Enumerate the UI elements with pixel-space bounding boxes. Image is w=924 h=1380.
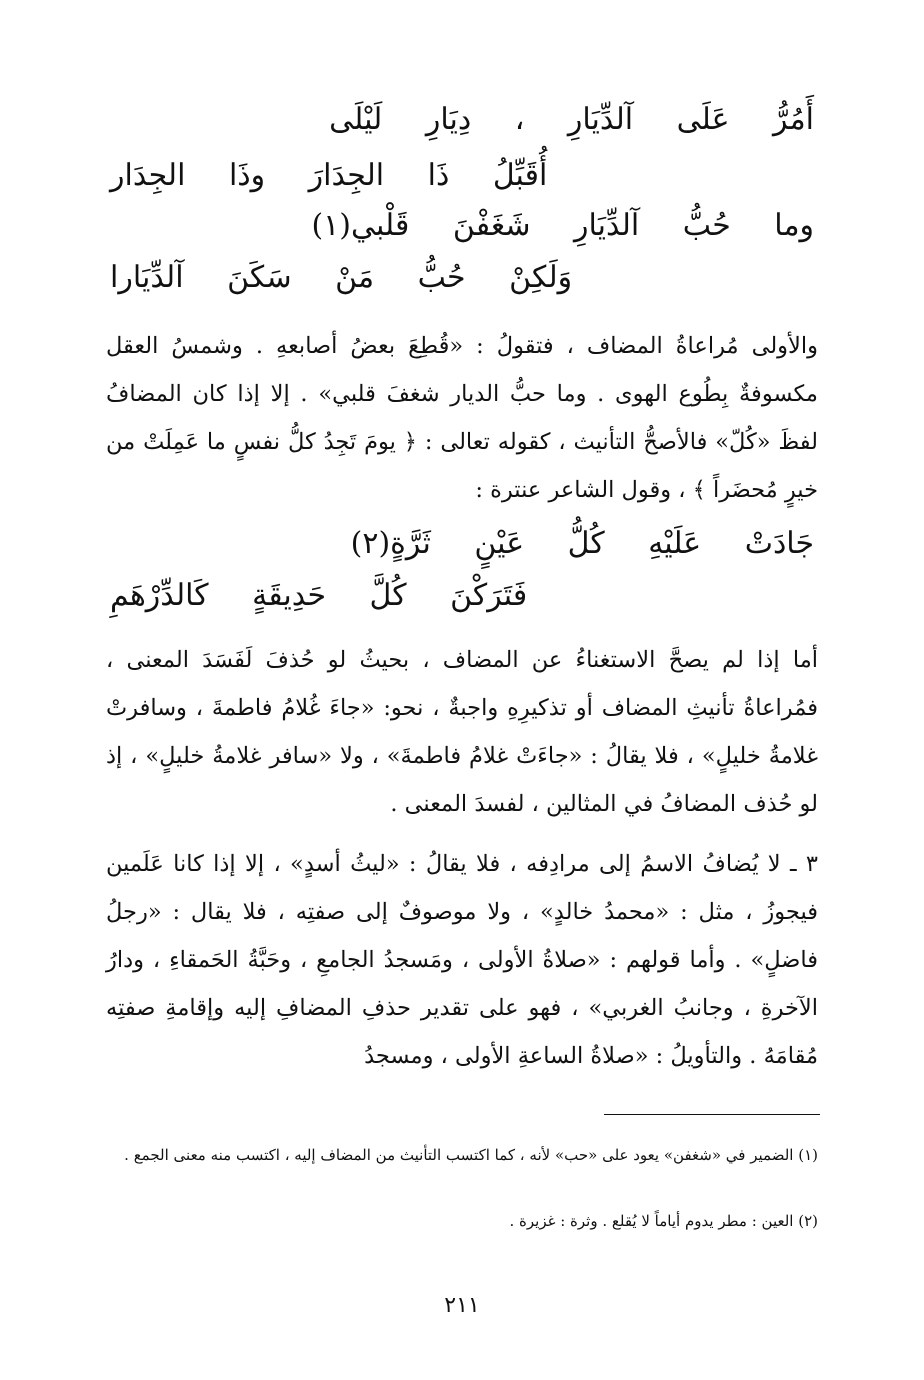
paragraph-required-agreement: أما إذا لم يصحَّ الاستغناءُ عن المضاف ، بحيثُ لو حُذفَ لَفَسَدَ المعنى ، فمُراعاةُ تأنيثِ المضاف أو تذكيرِهِ واجبةٌ ، نحو: «جاءَ غُلامُ فاطمةَ ، وسافرتْ غلامةُ خليلٍ» ، فلا يقالُ : «جاءَتْ غلامُ فاطمةَ» ، ولا «سافر غلامةُ خليلٍ» ، إذ لو حُذف المضافُ في المثالين ، لفسدَ المعنى . (106, 647, 818, 817)
poem-1-line-2-first-hemistich: وما حُبُّ آلدِّيَارِ شَغَفْنَ قَلْبي(١) (311, 208, 814, 243)
poem-2-first-hemistich: جَادَتْ عَلَيْهِ كُلُّ عَيْنٍ ثَرَّةٍ(٢) (350, 526, 814, 561)
footnote-2: (٢) العين : مطر يدوم أياماً لا يُقلع . وثرة : غزيرة . (509, 1212, 818, 1230)
footnote-separator (604, 1114, 820, 1115)
paragraph-feminine-agreement: والأولى مُراعاةُ المضاف ، فتقولُ : «قُطِعَ بعضُ أصابعهِ . وشمسُ العقل مكسوفةٌ بِطُوع الهوى . وما حبُّ الديار شغفَ قلبي» . إلا إذا كان المضافُ لفظَ «كُلّ» فالأصحُّ التأنيث ، كقوله تعالى : ﴿ يومَ تَجِدُ كلُّ نفسٍ ما عَمِلَتْ من خيرٍ مُحضَراً ﴾ ، وقول الشاعر عنترة : (106, 333, 818, 503)
poem-1-line-1-second-hemistich: أُقَبِّلُ ذَا الجِدَارَ وذَا الجِدَار (110, 158, 548, 193)
page-number: ٢١١ (444, 1293, 480, 1318)
poem-1-line-1-first-hemistich: أَمُرُّ عَلَى آلدِّيَارِ ، دِيَارِ لَيْلَى (329, 102, 814, 137)
poem-1-line-2-second-hemistich: وَلَكِنْ حُبُّ مَنْ سَكَنَ آلدِّيَارا (110, 260, 573, 295)
poem-2-second-hemistich: فَتَرَكْنَ كُلَّ حَدِيقَةٍ كَالدِّرْهَمِ (110, 578, 528, 613)
footnote-1: (١) الضمير في «شغفن» يعود على «حب» لأنه ، كما اكتسب التأنيث من المضاف إليه ، اكتسب منه معنى الجمع . (124, 1146, 818, 1164)
paragraph-synonym-annexation: ٣ ـ لا يُضافُ الاسمُ إلى مرادِفه ، فلا يقالُ : «ليثُ أسدٍ» ، إلا إذا كانا عَلَمين فيجوزُ ، مثل : «محمدُ خالدٍ» ، ولا موصوفٌ إلى صفتِه ، فلا يقال : «رجلُ فاضلٍ» . وأما قولهم : «صلاةُ الأولى ، ومَسجدُ الجامعِ ، وحَبَّةُ الحَمقاءِ ، ودارُ الآخرةِ ، وجانبُ الغربي» ، فهو على تقدير حذفِ المضافِ إليه وإقامةِ صفتِه مُقامَهُ . والتأويلُ : «صلاةُ الساعةِ الأولى ، ومسجدُ (106, 851, 818, 1069)
